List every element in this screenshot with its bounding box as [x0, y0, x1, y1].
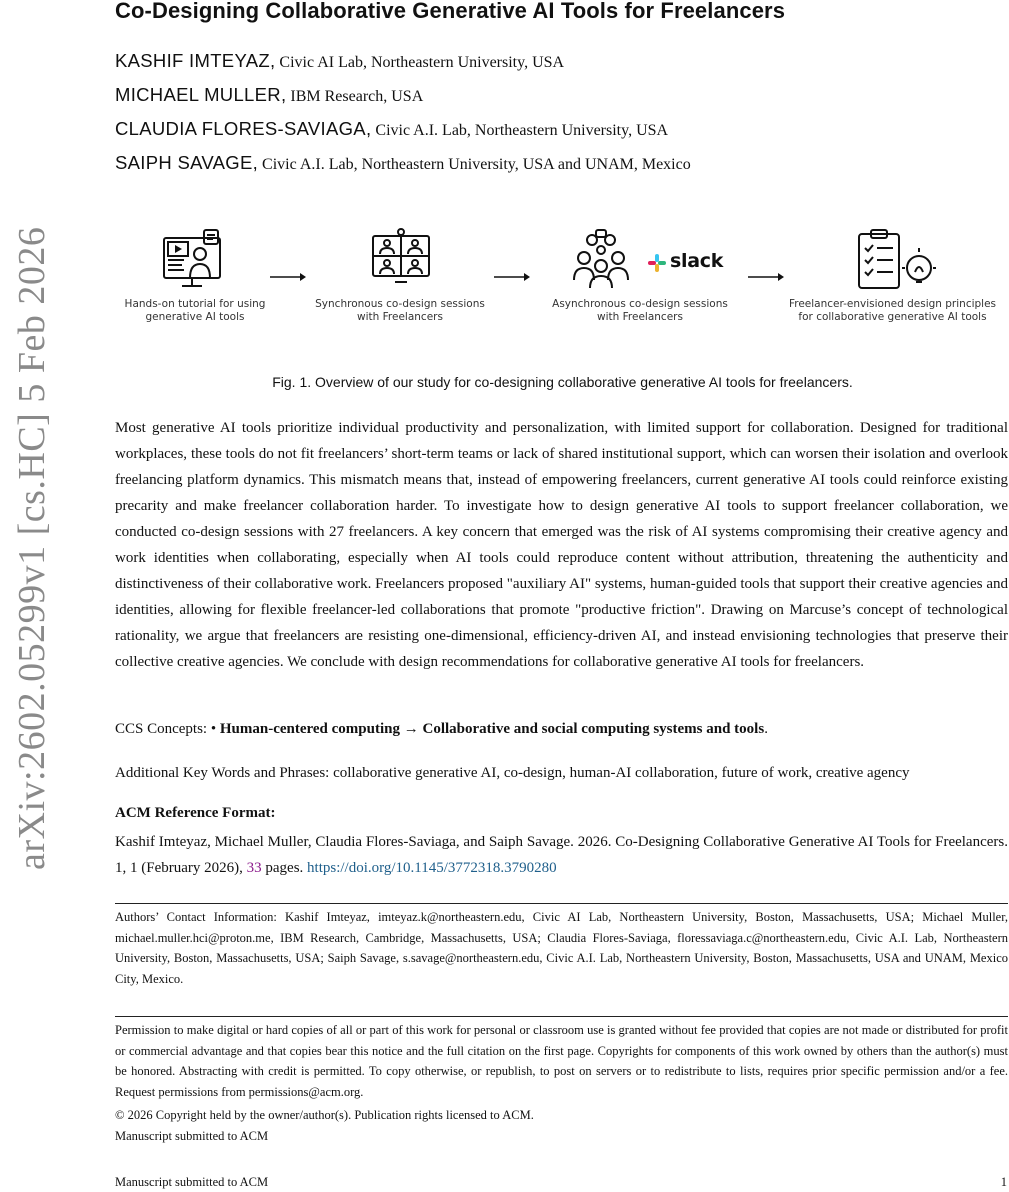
group-chat-icon — [570, 228, 632, 295]
footer-left: Manuscript submitted to ACM — [115, 1175, 269, 1189]
tutorial-icon — [160, 228, 226, 295]
divider — [115, 1016, 1008, 1017]
author-affiliation: Civic A.I. Lab, Northeastern University, USA and UNAM, Mexico — [258, 156, 691, 173]
ccs-concepts: CCS Concepts: • Human-centered computing → Collaborative and social computing systems and tools. — [115, 721, 768, 737]
author-2 — [115, 84, 423, 106]
doi-link[interactable]: https://doi.org/10.1145/3772318.3790280 — [307, 860, 557, 876]
author-affiliation: Civic A.I. Lab, Northeastern University, USA — [371, 122, 669, 139]
author-affiliation: Civic AI Lab, Northeastern University, USA — [275, 54, 565, 71]
arrow-icon — [748, 272, 784, 282]
abstract: Most generative AI tools prioritize individual productivity and personalization, with limited support for collaboration. Designed for traditional workplaces, these tools do not fit freelancers’ short-term teams or lack of shared institutional support, which can worsen their isolation and overlook freelancing platform dynamics. This mismatch means that, instead of empowering freelancers, current generative AI tools could reinforce existing precarity and make freelancer collaboration harder. To investigate how to design generative AI tools to support freelancer collaboration, we conducted co-design sessions with 27 freelancers. A key concern that emerged was the risk of AI systems compromising their creative agency and work identities when collaborating, especially when AI tools could reproduce content without attribution, threatening the authenticity and distinctiveness of their collaborative work. Freelancers proposed "auxiliary AI" systems, human-guided tools that support their creative agencies and identities, allowing for flexible freelancer-led collaborations that promote "productive friction". Drawing on Marcuse’s concept of technological rationality, we argue that freelancers are resisting one-dimensional, efficiency-driven AI, and instead envisioning technologies that preserve their collective creative agencies. We conclude with design recommendations for collaborative generative AI tools for freelancers. — [115, 420, 1008, 670]
page-count-link[interactable]: 33 — [246, 860, 262, 876]
slack-icon — [648, 254, 666, 272]
arrow-icon — [270, 272, 306, 282]
video-conference-icon — [369, 228, 433, 289]
author-3 — [115, 118, 668, 140]
slack-wordmark: slack — [670, 250, 724, 272]
author-name: KASHIF IMTEYAZ, — [115, 50, 276, 71]
author-affiliation: IBM Research, USA — [286, 88, 424, 105]
arxiv-sidebar-stamp: arXiv:2602.05299v1 [cs.HC] 5 Feb 2026 — [11, 226, 53, 870]
manuscript-note: Manuscript submitted to ACM — [115, 1129, 269, 1143]
step-label: Freelancer-envisioned design principles for collaborative generative AI tools — [788, 298, 997, 323]
step-label: Synchronous co-design sessions with Freelancers — [315, 298, 485, 323]
contact-information: Authors’ Contact Information: Kashif Imteyaz, imteyaz.k@northeastern.edu, Civic AI Lab, Northeastern University, Boston, Massachusetts, USA; Michael Muller, michael.muller.hci@proton.me, IBM Research, Cambridge, Massachusetts, USA; Claudia Flores-Saviaga, floressaviaga.c@northeastern.edu, Civic A.I. Lab, Northeastern University, Boston, Massachusetts, USA; Saiph Savage, s.savage@northeastern.edu, Civic A.I. Lab, Northeastern University, Boston, Massachusetts, USA and UNAM, Mexico City, Mexico. — [115, 910, 1008, 986]
checklist-lightbulb-icon — [855, 228, 937, 295]
keywords: Additional Key Words and Phrases: collaborative generative AI, co-design, human-AI collaboration, future of work, creative agency — [115, 765, 910, 781]
permission-notice: Permission to make digital or hard copies of all or part of this work for personal or classroom use is granted without fee provided that copies are not made or distributed for profit or commercial advantage and that copies bear this notice and the full citation on the first page. Copyrights for components of this work owned by others than the author(s) must be honored. Abstracting with credit is permitted. To copy otherwise, or republish, to post on servers or to redistribute to lists, requires prior specific permission and/or a fee. Request permissions from permissions@acm.org. — [115, 1023, 1008, 1099]
paper-title: Co-Designing Collaborative Generative AI Tools for Freelancers — [115, 0, 786, 23]
author-name: SAIPH SAVAGE, — [115, 152, 259, 173]
page-number: 1 — [1000, 1175, 1007, 1189]
step-label: Asynchronous co-design sessions with Freelancers — [552, 298, 728, 323]
divider — [115, 903, 1008, 904]
author-name: MICHAEL MULLER, — [115, 84, 287, 105]
author-4 — [115, 152, 691, 174]
acm-reference: Kashif Imteyaz, Michael Muller, Claudia Flores-Saviaga, and Saiph Savage. 2026. Co-Designing Collaborative Generative AI Tools for Freelancers. 1, 1 (February 2026), 33 pages. https://doi.org/10.1145/3772318.3790280 — [115, 834, 1008, 876]
copyright-notice: © 2026 Copyright held by the owner/author(s). Publication rights licensed to ACM. — [115, 1108, 534, 1122]
acm-reference-heading: ACM Reference Format: — [115, 805, 276, 821]
figure-caption: Fig. 1. Overview of our study for co-designing collaborative generative AI tools for freelancers. — [272, 374, 853, 390]
step-label: Hands-on tutorial for using generative AI tools — [124, 298, 266, 323]
arrow-icon — [494, 272, 530, 282]
author-1 — [115, 50, 564, 72]
slack-logo — [648, 254, 666, 277]
author-name: CLAUDIA FLORES-SAVIAGA, — [115, 118, 372, 139]
study-overview-figure — [115, 228, 1009, 338]
